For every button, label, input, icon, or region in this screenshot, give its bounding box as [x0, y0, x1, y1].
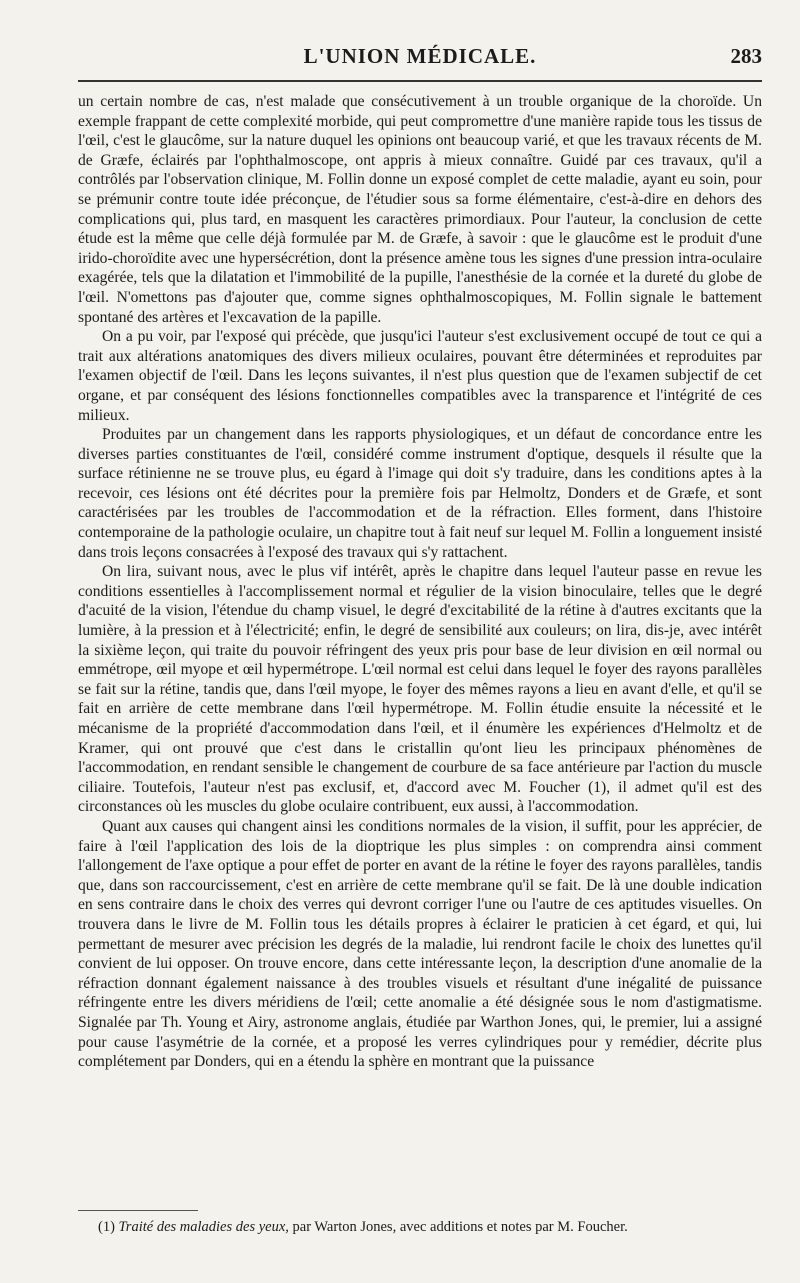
footnote-text: par Warton Jones, avec additions et notes par M. Foucher.	[292, 1219, 628, 1235]
footnote-rule	[78, 1210, 198, 1211]
paragraph: Produites par un changement dans les rapports physiologiques, et un défaut de concordance entre les diverses parties constituantes de l'œil, considéré comme instrument d'optique, desquels il résulte que la surface rétinienne ne se trouve plus, eu égard à l'image qui doit s'y traduire, dans les conditions aptes à la recevoir, ces lésions ont été décrites pour la première fois par Helmoltz, Donders et de Græfe, et sont caractérisées par les troubles de l'accommodation et de la réfraction. Elles forment, dans l'histoire contemporaine de la pathologie oculaire, un chapitre tout à fait neuf sur lequel M. Follin a longuement insisté dans trois leçons consacrées à l'exposé des travaux qui s'y rattachent.	[78, 426, 762, 561]
paragraph: Quant aux causes qui changent ainsi les conditions normales de la vision, il suffit, pour les apprécier, de faire à l'œil l'application des lois de la dioptrique les plus simples : on comprendra ainsi comment l'allongement de l'axe optique a pour effet de porter en avant de la rétine le foyer des rayons parallèles, tandis que, dans son raccourcissement, c'est en arrière de cette membrane qu'il se fait. De là une double indication en sens contraire dans le choix des verres qui devront corriger l'une ou l'autre de ces aptitudes visuelles. On trouvera dans le livre de M. Follin tous les détails propres à éclairer le praticien à cet égard, et qui, lui permettant de mesurer avec précision les degrés de la maladie, lui rendront facile le choix des lunettes qu'il convient de lui opposer. On trouve encore, dans cette intéressante leçon, la description d'une anomalie de la réfraction donnant également naissance à des troubles visuels et résultant d'une inégalité de puissance réfringente entre les divers méridiens de l'œil; cette anomalie a été désignée sous le nom d'astigmatisme. Signalée par Th. Young et Airy, astronome anglais, étudiée par Warthon Jones, qui, le premier, lui a assigné pour cause l'asymétrie de la cornée, et a proposé les verres cylindriques pour y remédier, décrite plus complétement par Donders, qui en a étendu la sphère en montrant que la puissance	[78, 817, 762, 1071]
footnote-title: Traité des maladies des yeux,	[118, 1219, 289, 1235]
footnote	[98, 1218, 762, 1236]
page-header	[78, 44, 762, 74]
running-title: L'UNION MÉDICALE.	[303, 44, 537, 68]
header-rule	[78, 80, 762, 82]
paragraph: On lira, suivant nous, avec le plus vif intérêt, après le chapitre dans lequel l'auteur passe en revue les conditions essentielles à l'accomplissement normal et régulier de la vision binoculaire, telles que le degré d'acuité de la vision, l'étendue du champ visuel, le degré d'excitabilité de la rétine à d'autres excitants que la lumière, à la pression et à l'électricité; enfin, le degré de sensibilité aux couleurs; on lira, dis-je, avec intérêt la sixième leçon, qui traite du pouvoir réfringent des yeux pris pour base de leur division en œil normal ou emmétrope, œil myope et œil hypermétrope. L'œil normal est celui dans lequel le foyer des rayons parallèles se fait sur la rétine, tandis que, dans l'œil myope, le foyer des mêmes rayons a lieu en avant d'elle, et qu'il se fait en arrière de cette membrane dans l'œil hypermétrope. M. Follin étudie ensuite la nécessité et le mécanisme de la propriété d'accommodation dans l'œil, et il énumère les expériences d'Helmoltz et de Kramer, qui ont prouvé que c'est dans le cristallin qu'ont lieu les principaux phénomènes de l'accommodation, en rendant sensible le changement de courbure de sa face antérieure par l'action du muscle ciliaire. Toutefois, l'auteur n'est pas exclusif, et, d'accord avec M. Foucher (1), il admet qu'il est des circonstances où les muscles du globe oculaire contribuent, eux aussi, à l'accommodation.	[78, 563, 762, 816]
body-text	[78, 92, 762, 1072]
page-number: 283	[730, 44, 762, 68]
paragraph: On a pu voir, par l'exposé qui précède, que jusqu'ici l'auteur s'est exclusivement occupé de tout ce qui a trait aux altérations anatomiques des divers milieux oculaires, pouvant être déterminées et reproduites par l'examen objectif de l'œil. Dans les leçons suivantes, il n'est plus question que de l'examen subjectif de cet organe, et par conséquent des lésions fonctionnelles compatibles avec la transparence et l'intégrité de ces milieux.	[78, 328, 762, 424]
paragraph: un certain nombre de cas, n'est malade que consécutivement à un trouble organique de la choroïde. Un exemple frappant de cette complexité morbide, qui peut compromettre d'une manière rapide tous les tissus de l'œil, c'est le glaucôme, sur la nature duquel les opinions ont beaucoup varié, et que les travaux récents de M. de Græfe, éclairés par l'ophthalmoscope, ont appris à mieux connaître. Guidé par ces travaux, qu'il a contrôlés par l'observation clinique, M. Follin donne un exposé complet de cette maladie, ayant eu soin, pour se prémunir contre toute idée préconçue, de l'étudier sous sa forme élémentaire, c'est-à-dire en dehors des complications qui, plus tard, en masquent les caractères primordiaux. Pour l'auteur, la conclusion de cette étude est la même que celle déjà formulée par M. de Græfe, à savoir : que le glaucôme est le produit d'une irido-choroïdite avec une hypersécrétion, dont la présence amène tous les signes d'une pression intra-oculaire exagérée, tels que la dilatation et l'immobilité de la pupille, l'anesthésie de la cornée et la dureté du globe de l'œil. N'omettons pas d'ajouter que, comme signes ophthalmoscopiques, M. Follin signale le battement spontané des artères et l'excavation de la papille.	[78, 93, 762, 326]
footnote-marker: (1)	[98, 1219, 115, 1235]
